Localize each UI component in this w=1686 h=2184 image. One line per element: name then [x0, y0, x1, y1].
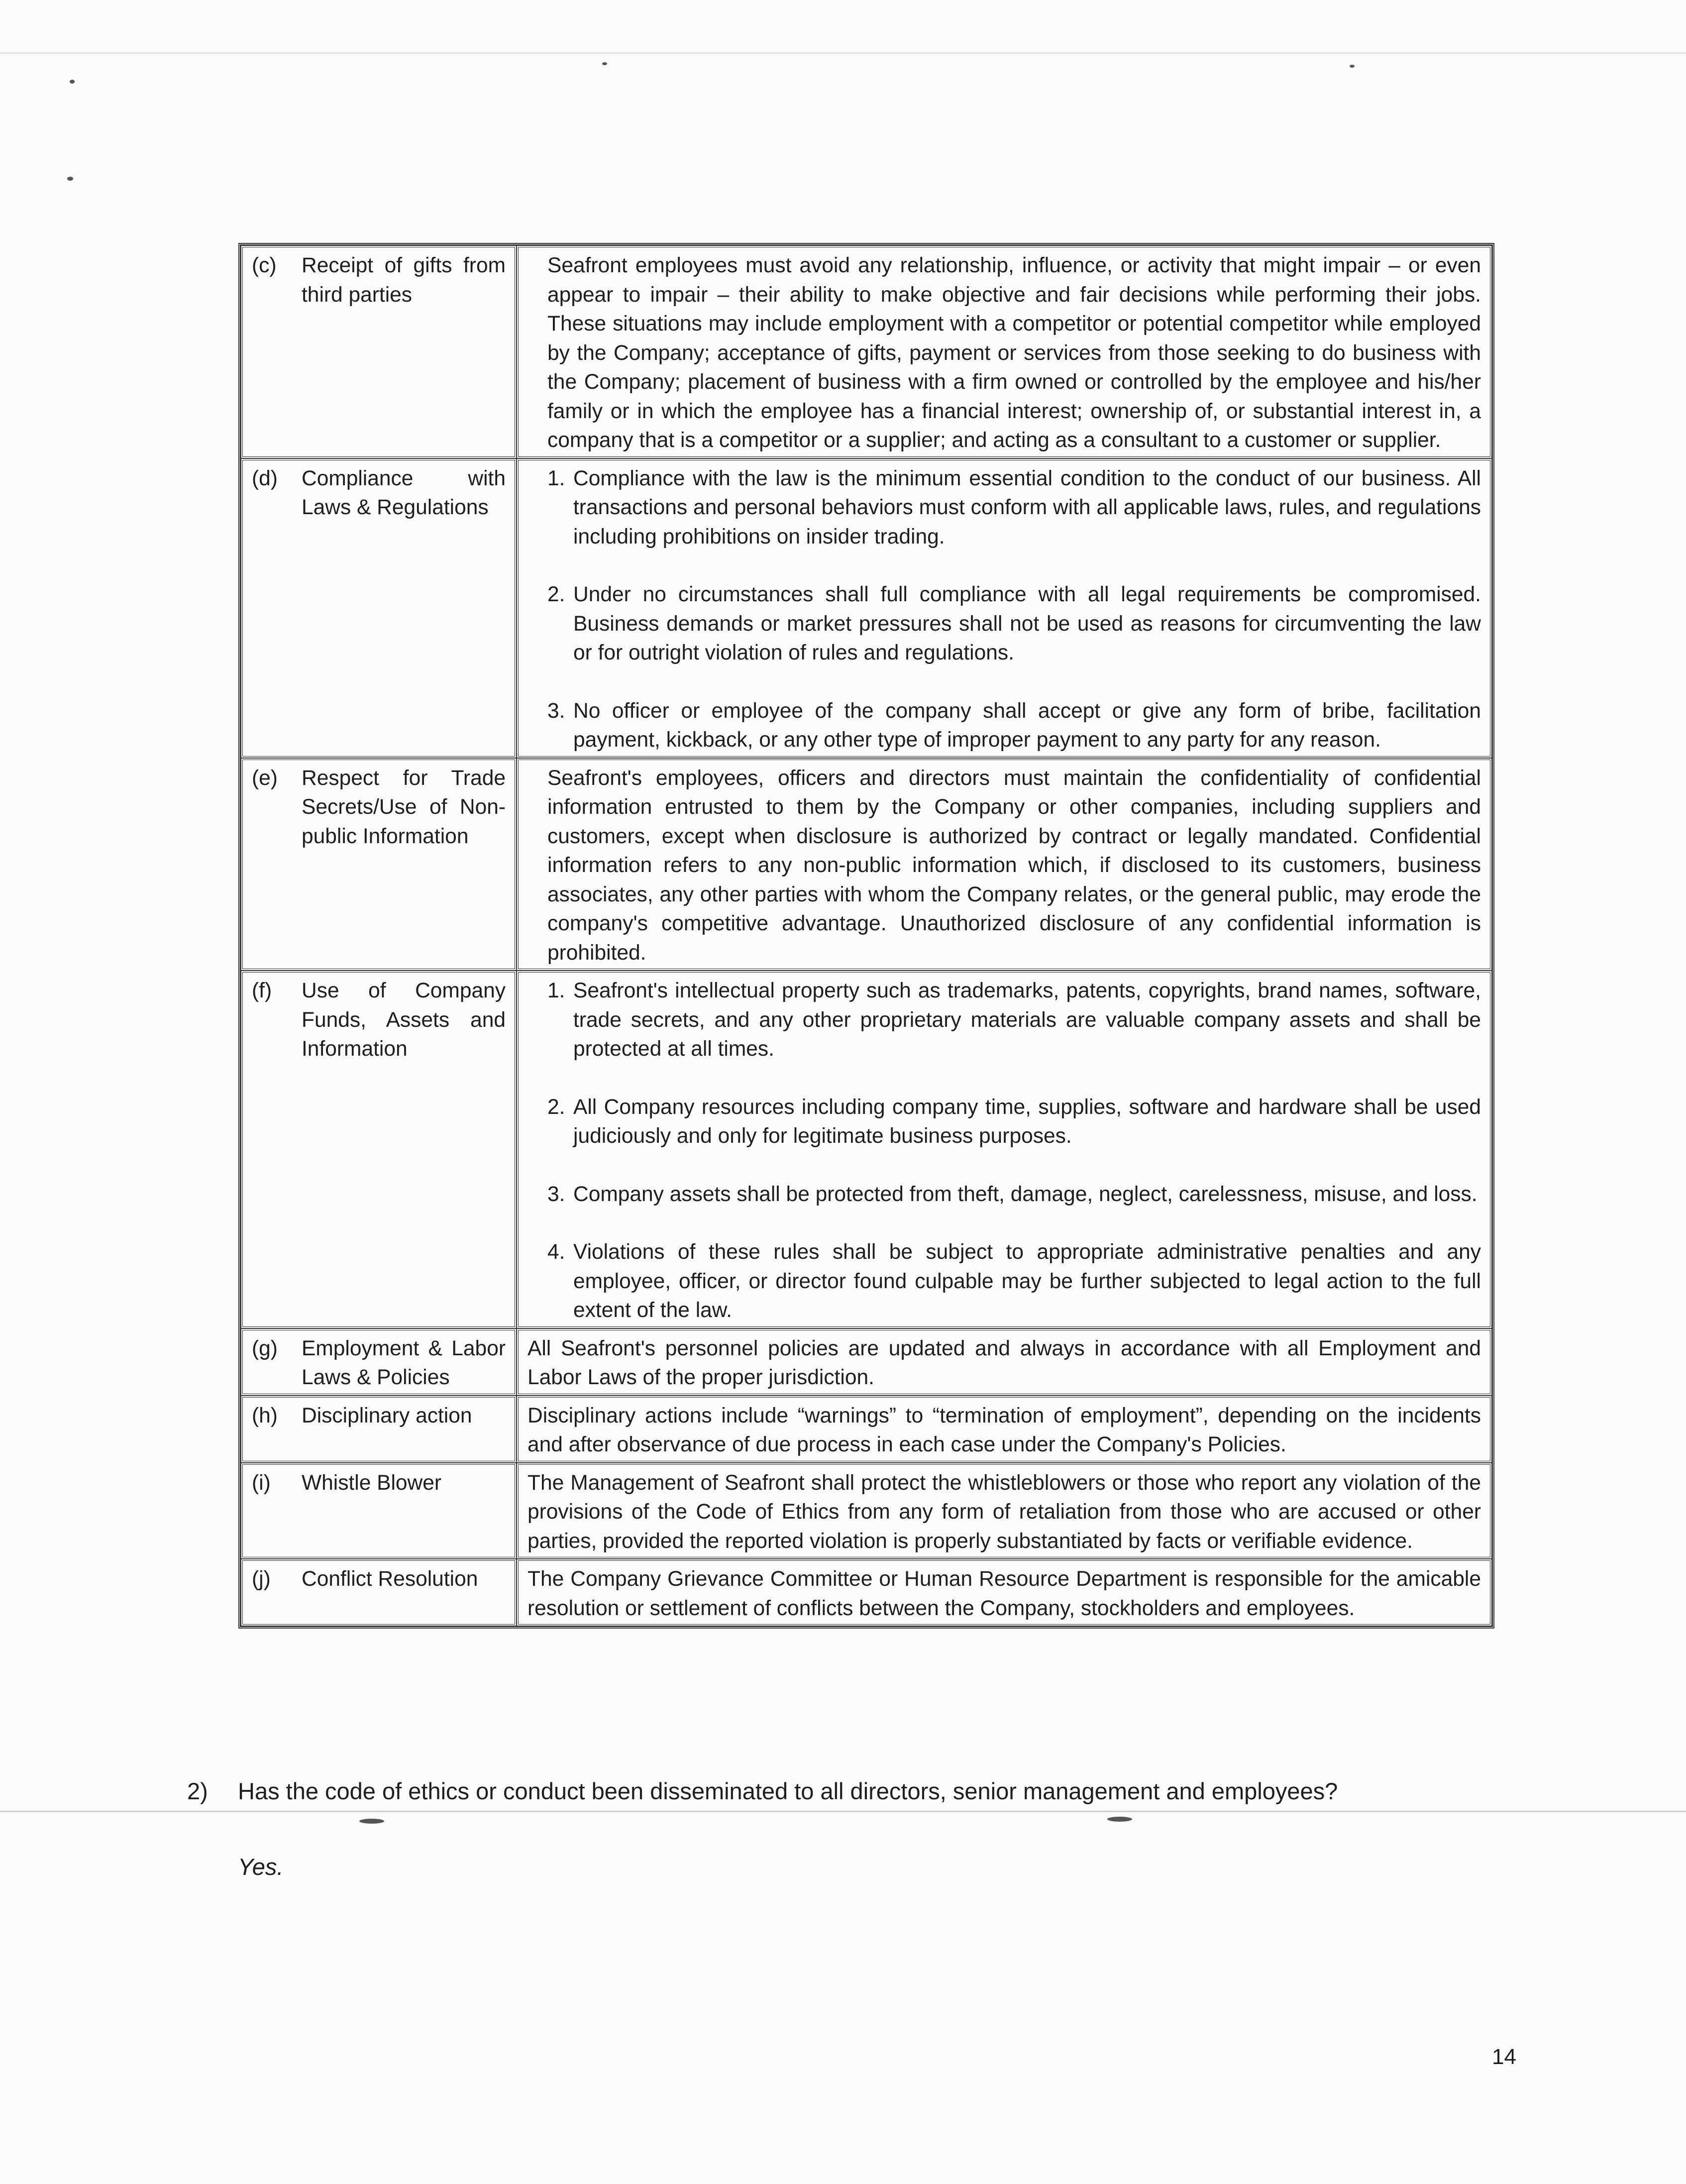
row-content-cell	[517, 1328, 1492, 1396]
row-letter: (f)	[252, 979, 272, 1002]
row-label-cell	[241, 1328, 517, 1396]
page-number: 14	[1492, 2045, 1516, 2069]
table-row	[241, 971, 1492, 1328]
row-label: Respect for Trade Secrets/Use of Non-public Information	[302, 766, 506, 848]
scan-speck	[602, 62, 607, 65]
row-label-cell	[241, 458, 517, 758]
row-label-cell	[241, 1559, 517, 1626]
scan-speck	[1350, 65, 1355, 68]
row-letter: (j)	[252, 1567, 271, 1591]
row-label-cell	[241, 245, 517, 458]
list-item-text: Violations of these rules shall be subject to appropriate administrative penalties and any employee, officer, or director found culpable may be further subjected to legal action to the full extent of the law.	[573, 1240, 1481, 1322]
row-label: Employment & Labor Laws & Policies	[302, 1336, 506, 1389]
row-label: Conflict Resolution	[302, 1567, 478, 1591]
scan-speck	[70, 80, 75, 84]
row-text: Seafront employees must avoid any relationship, influence, or activity that might impair – or even appear to impair – their ability to make objective and fair decisions while performing their jobs. These situations may include employment with a competitor or potential competitor while employed by the Company; acceptance of gifts, payment or services from those seeking to do business with the Company; placement of business with a firm owned or controlled by the employee and his/her family or in which the employee has a financial interest; ownership of, or substantial interest in, a company that is a competitor or a supplier; and acting as a consultant to a customer or supplier.	[547, 254, 1481, 452]
row-content-cell	[517, 1559, 1492, 1626]
list-item-text: Company assets shall be protected from theft, damage, neglect, carelessness, misuse, and loss.	[573, 1182, 1477, 1206]
row-letter: (h)	[252, 1404, 278, 1427]
table-row	[241, 458, 1492, 758]
row-label: Whistle Blower	[302, 1471, 442, 1495]
row-letter: (g)	[252, 1336, 278, 1360]
row-letter: (i)	[252, 1471, 271, 1495]
row-label-cell	[241, 971, 517, 1328]
row-label-cell	[241, 758, 517, 971]
row-content-cell	[517, 245, 1492, 458]
table-row	[241, 245, 1492, 458]
row-text: Seafront's employees, officers and directors must maintain the confidentiality of confidential information entrusted to them by the Company or other companies, including suppliers and customers, except when disclosure is authorized by contract or legally mandated. Confidential information refers to any non-public information which, if disclosed to its customers, business associates, any other parties with whom the Company relates, or the general public, may erode the company's competitive advantage. Unauthorized disclosure of any confidential information is prohibited.	[547, 766, 1481, 965]
list-item-text: Seafront's intellectual property such as trademarks, patents, copyrights, brand names, software, trade secrets, and any other proprietary materials are valuable company assets and shall be protected at all times.	[573, 979, 1481, 1061]
row-content-cell	[517, 1463, 1492, 1559]
scan-speck	[359, 1819, 384, 1824]
table-row	[241, 758, 1492, 971]
list-item: 3. Company assets shall be protected from theft, damage, neglect, carelessness, misuse, and loss.	[547, 1180, 1481, 1209]
list-item-text: No officer or employee of the company shall accept or give any form of bribe, facilitation payment, kickback, or any other type of improper payment to any party for any reason.	[573, 699, 1481, 752]
row-text: All Seafront's personnel policies are updated and always in accordance with all Employment and Labor Laws of the proper jurisdiction.	[527, 1336, 1481, 1389]
table-row	[241, 1559, 1492, 1626]
table-row	[241, 1396, 1492, 1463]
row-label: Compliance with Laws & Regulations	[302, 466, 506, 519]
row-content-cell	[517, 758, 1492, 971]
row-content-cell	[517, 971, 1492, 1328]
table-row	[241, 1328, 1492, 1396]
list-item: 3. No officer or employee of the company shall accept or give any form of bribe, facilitation payment, kickback, or any other type of improper payment to any party for any reason.	[547, 697, 1481, 755]
row-label-cell	[241, 1396, 517, 1463]
row-letter: (d)	[252, 466, 278, 490]
scan-speck	[1107, 1817, 1132, 1822]
list-item: 1. Compliance with the law is the minimum essential condition to the conduct of our business. All transactions and personal behaviors must conform with all applicable laws, rules, and regulations including prohibitions on insider trading.	[547, 464, 1481, 552]
row-letter: (c)	[252, 254, 277, 277]
row-text: The Management of Seafront shall protect the whistleblowers or those who report any violation of the provisions of the Code of Ethics from any form of retaliation from those who are accused or other parties, provided the reported violation is properly substantiated by facts or verifiable evidence.	[527, 1471, 1481, 1553]
row-letter: (e)	[252, 766, 278, 790]
list-item-text: All Company resources including company time, supplies, software and hardware shall be used judiciously and only for legitimate business purposes.	[573, 1095, 1481, 1148]
answer-text: Yes.	[238, 1854, 284, 1880]
row-text: The Company Grievance Committee or Human Resource Department is responsible for the amicable resolution or settlement of conflicts between the Company, stockholders and employees.	[527, 1567, 1481, 1620]
list-item: 2. All Company resources including company time, supplies, software and hardware shall be used judiciously and only for legitimate business purposes.	[547, 1093, 1481, 1151]
row-label: Disciplinary action	[302, 1404, 472, 1427]
list-item-text: Under no circumstances shall full compliance with all legal requirements be compromised. Business demands or market pressures shall not be used as reasons for circumventing the law or for outright violation of rules and regulations.	[573, 583, 1481, 664]
scan-speck	[67, 177, 73, 181]
question-text: Has the code of ethics or conduct been disseminated to all directors, senior management and employees?	[238, 1778, 1338, 1804]
list-item: 4. Violations of these rules shall be subject to appropriate administrative penalties and any employee, officer, or director found culpable may be further subjected to legal action to the full extent of the law.	[547, 1238, 1481, 1325]
row-content-cell	[517, 458, 1492, 758]
row-label-cell	[241, 1463, 517, 1559]
code-of-ethics-table	[238, 243, 1494, 1629]
list-item: 1. Seafront's intellectual property such as trademarks, patents, copyrights, brand names, software, trade secrets, and any other proprietary materials are valuable company assets and shall be protected at all times.	[547, 977, 1481, 1064]
question-number: 2)	[187, 1778, 208, 1804]
row-label: Receipt of gifts from third parties	[302, 254, 506, 307]
question	[187, 1777, 1531, 1805]
list-item: 2. Under no circumstances shall full compliance with all legal requirements be compromised. Business demands or market pressures shall not be used as reasons for circumventing the law or for outright violation of rules and regulations.	[547, 580, 1481, 668]
row-content-cell	[517, 1396, 1492, 1463]
list-item-text: Compliance with the law is the minimum essential condition to the conduct of our business. All transactions and personal behaviors must conform with all applicable laws, rules, and regulations including prohibitions on insider trading.	[573, 466, 1481, 548]
scan-line-top	[0, 52, 1686, 54]
table-row	[241, 1463, 1492, 1559]
row-text: Disciplinary actions include “warnings” to “termination of employment”, depending on the incidents and after observance of due process in each case under the Company's Policies.	[527, 1404, 1481, 1456]
row-label: Use of Company Funds, Assets and Information	[302, 979, 506, 1061]
scan-line-mid	[0, 1811, 1686, 1812]
